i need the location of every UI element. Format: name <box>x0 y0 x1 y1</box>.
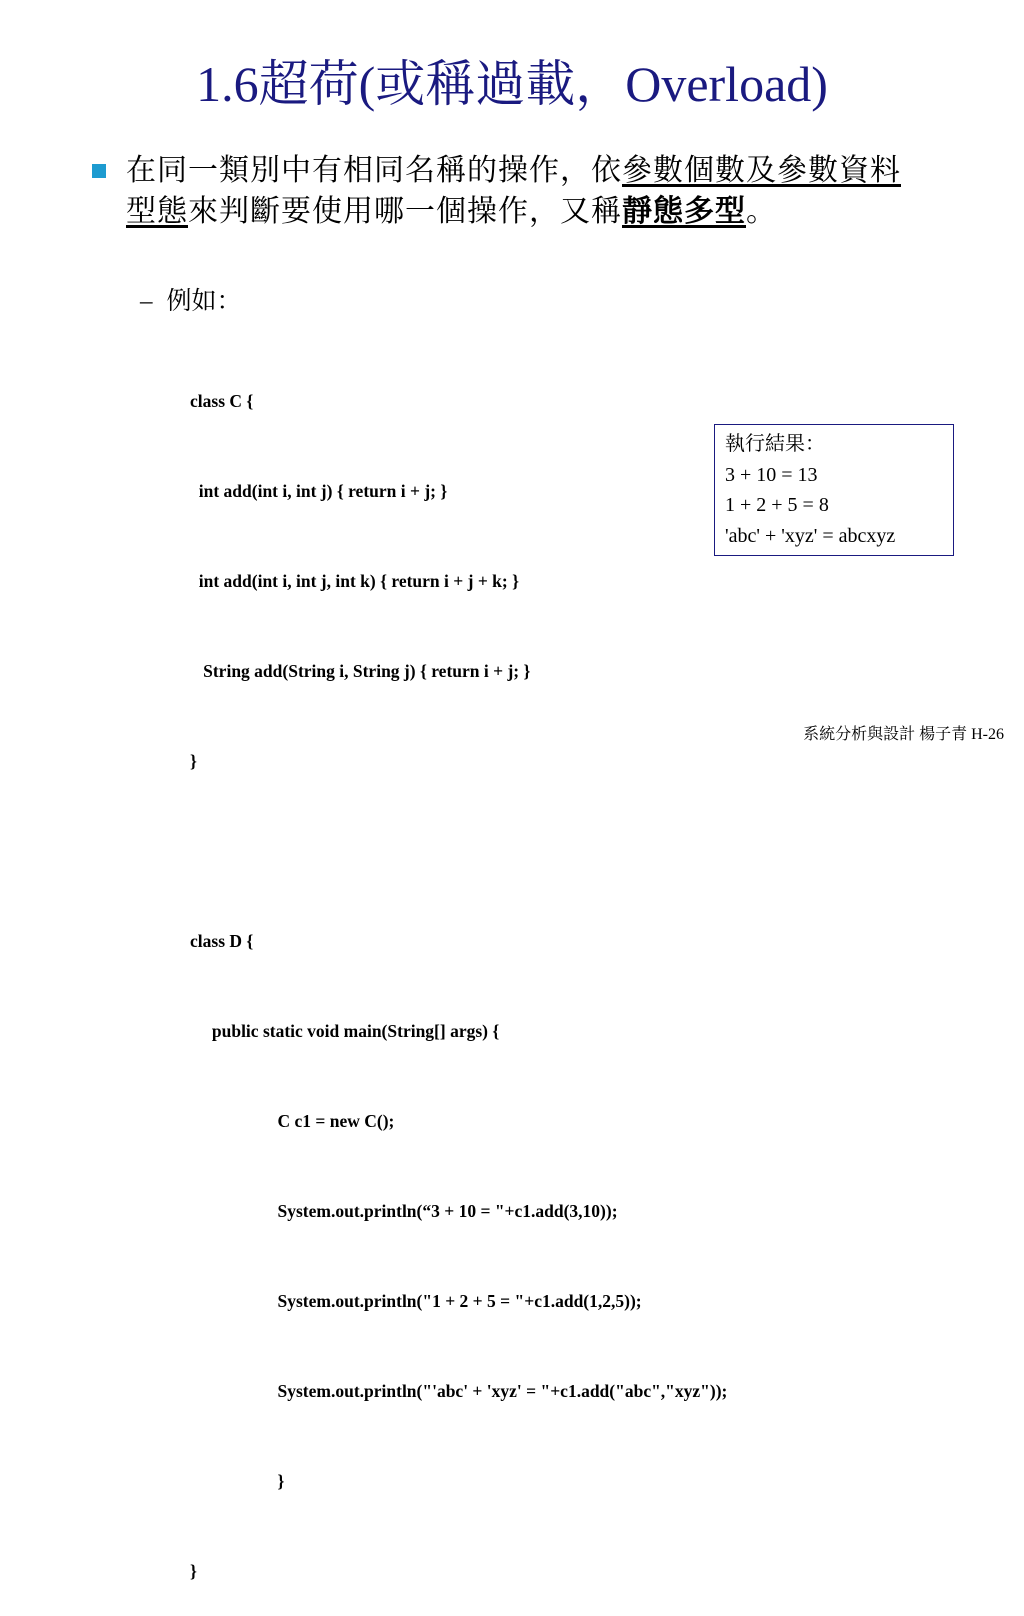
code-line: System.out.println(“3 + 10 = "+c1.add(3,10)); <box>190 1201 618 1221</box>
execution-result-box <box>714 424 954 556</box>
sub-bullet-example <box>140 286 242 318</box>
code-line: class D { <box>190 931 254 951</box>
bullet-text-part1: 在同一類別中有相同名稱的操作，依 <box>126 154 622 187</box>
code-line: int add(int i, int j, int k) { return i + j + k; } <box>190 571 519 591</box>
code-line: } <box>190 1561 197 1581</box>
code-line: C c1 = new C(); <box>190 1111 395 1131</box>
slide-footer: 系統分析與設計 楊子青 H-26 <box>803 726 1004 743</box>
result-line: 'abc' + 'xyz' = abcxyz <box>725 524 896 547</box>
sub-bullet-text: 例如： <box>166 288 242 315</box>
code-line: System.out.println("'abc' + 'xyz' = "+c1.add("abc","xyz")); <box>190 1381 728 1401</box>
code-line: class C { <box>190 391 254 411</box>
bullet-underlined-term: 參數個數及參數資料型態 <box>126 154 901 228</box>
code-line <box>190 836 727 866</box>
bullet-text-end: 。 <box>746 195 777 228</box>
bullet-text-part2: 來判斷要使用哪一個操作，又稱 <box>188 195 622 228</box>
code-line: } <box>190 1471 285 1491</box>
result-line: 1 + 2 + 5 = 8 <box>725 494 829 516</box>
dash-bullet-icon: – <box>140 288 153 315</box>
code-line: System.out.println("1 + 2 + 5 = "+c1.add(1,2,5)); <box>190 1291 642 1311</box>
bullet-keyword-static-polymorphism: 靜態多型 <box>622 195 746 228</box>
bullet-text <box>126 150 926 232</box>
code-line: public static void main(String[] args) { <box>190 1021 500 1041</box>
result-line: 3 + 10 = 13 <box>725 463 818 486</box>
code-block <box>190 326 727 1616</box>
result-label: 執行結果： <box>725 433 825 455</box>
code-line: } <box>190 751 197 771</box>
square-bullet-icon <box>92 164 106 178</box>
code-line: String add(String i, String j) { return i + j; } <box>190 661 531 681</box>
code-line: int add(int i, int j) { return i + j; } <box>190 481 448 501</box>
slide-title: 1.6超荷(或稱過載，Overload) <box>196 56 828 112</box>
